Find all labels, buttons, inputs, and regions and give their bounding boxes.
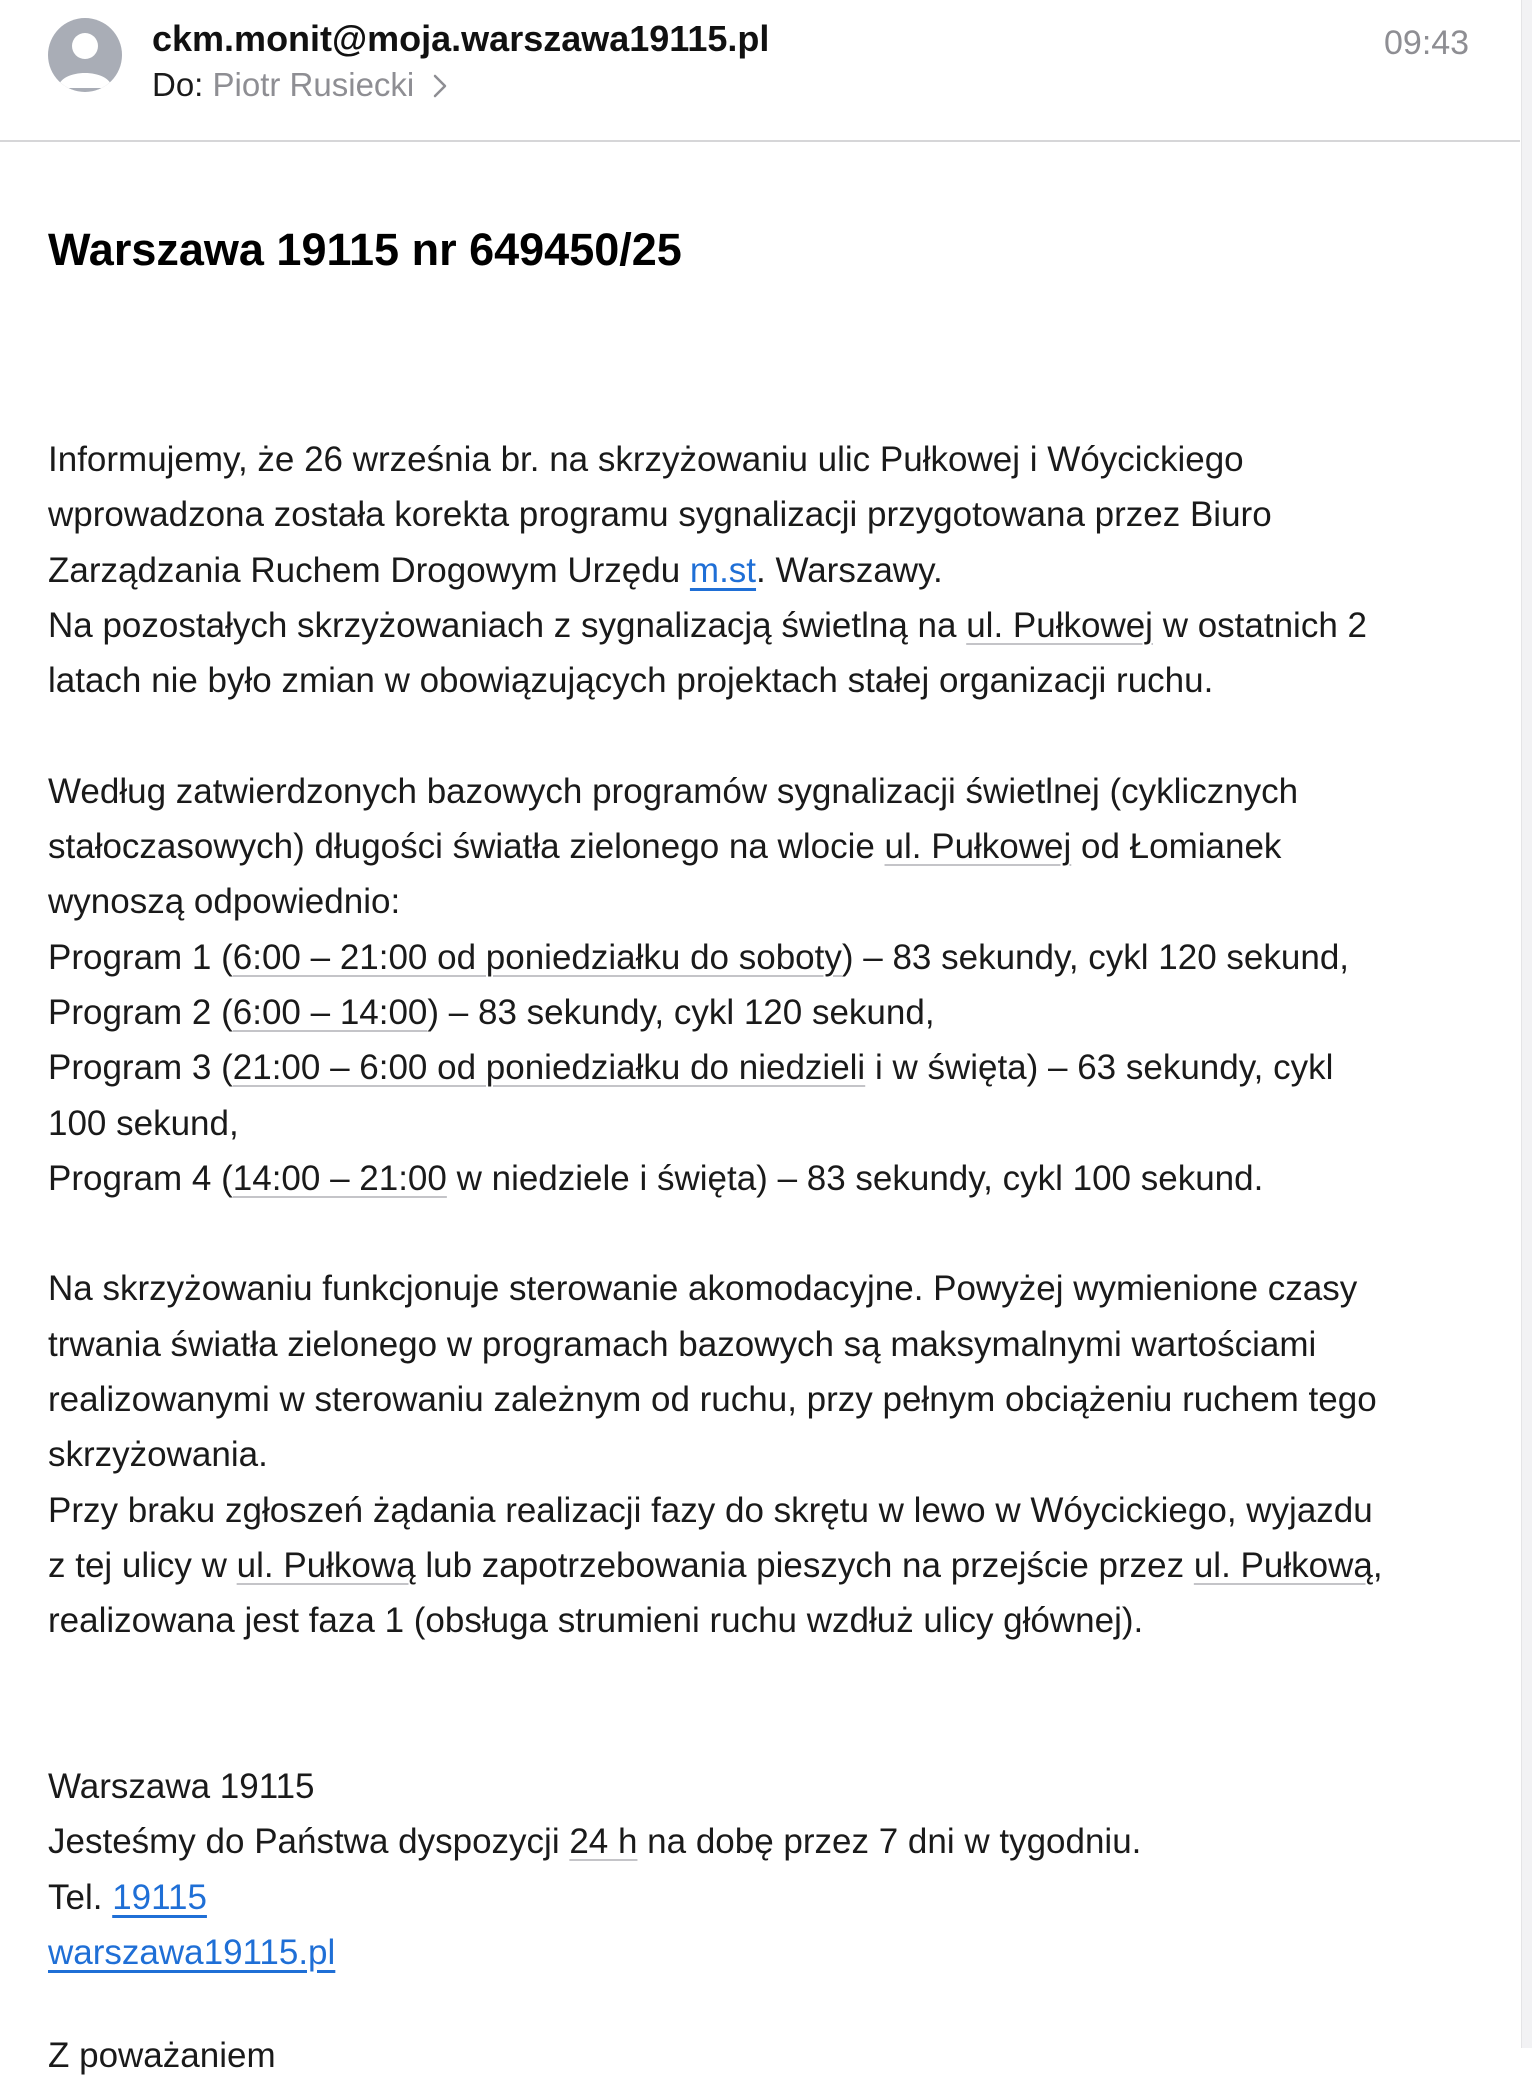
person-icon [48, 18, 122, 92]
body-line: Według zatwierdzonych bazowych programów sygnalizacji świetlnej (cyklicznych [48, 771, 1299, 811]
program-3-line: Program 3 (21:00 – 6:00 od poniedziałku do niedzieli i w święta) – 63 sekundy, cykl [48, 1048, 1334, 1088]
chevron-right-icon [433, 68, 447, 106]
address-link[interactable]: ul. Pułkowej [966, 605, 1153, 645]
signature-availability: Jesteśmy do Państwa dyspozycji 24 h na dobę przez 7 dni w tygodniu. [48, 1822, 1142, 1862]
sender-avatar[interactable] [48, 18, 122, 92]
body-line: realizowana jest faza 1 (obsługa strumieni ruchu wzdłuż ulicy głównej). [48, 1601, 1144, 1641]
program-2-line: Program 2 (6:00 – 14:00) – 83 sekundy, cykl 120 sekund, [48, 992, 935, 1032]
website-link[interactable]: warszawa19115.pl [48, 1933, 336, 1973]
scroll-edge [1521, 0, 1532, 2048]
mail-body [48, 432, 1488, 1980]
phone-link[interactable]: 19115 [112, 1877, 207, 1917]
sender-email[interactable]: ckm.monit@moja.warszawa19115.pl [152, 18, 770, 59]
mail-header [0, 0, 1520, 142]
body-line: latach nie było zmian w obowiązujących projektach stałej organizacji ruchu. [48, 661, 1214, 701]
signature-org: Warszawa 19115 [48, 1767, 315, 1807]
program-4-line: Program 4 (14:00 – 21:00 w niedziele i święta) – 83 sekundy, cykl 100 sekund. [48, 1158, 1264, 1198]
date-link[interactable]: 6:00 – 21:00 od poniedziałku do soboty [232, 937, 842, 977]
signature-phone: Tel. 19115 [48, 1877, 207, 1917]
date-link[interactable]: 21:00 – 6:00 od poniedziałku do niedzieli [232, 1048, 866, 1088]
body-line: skrzyżowania. [48, 1435, 268, 1475]
address-link[interactable]: ul. Pułkową [1193, 1545, 1373, 1585]
date-link[interactable]: 14:00 – 21:00 [232, 1158, 447, 1198]
cut-off-line: Z poważaniem [48, 2036, 276, 2075]
received-time: 09:43 [1384, 24, 1470, 62]
recipient-line[interactable] [152, 66, 447, 106]
body-line: Na pozostałych skrzyżowaniach z sygnalizacją świetlną na ul. Pułkowej w ostatnich 2 [48, 605, 1367, 645]
address-link[interactable]: ul. Pułkową [236, 1545, 416, 1585]
to-label: Do: [152, 66, 204, 103]
body-line: trwania światła zielonego w programach bazowych są maksymalnymi wartościami [48, 1324, 1317, 1364]
signature-website [48, 1925, 1488, 1980]
mail-subject: Warszawa 19115 nr 649450/25 [48, 224, 682, 275]
body-line: Na skrzyżowaniu funkcjonuje sterowanie akomodacyjne. Powyżej wymienione czasy [48, 1269, 1358, 1309]
body-line: Informujemy, że 26 września br. na skrzyżowaniu ulic Pułkowej i Wóycickiego [48, 440, 1244, 479]
address-link[interactable]: ul. Pułkowej [884, 827, 1072, 867]
body-line: z tej ulicy w ul. Pułkową lub zapotrzebowania pieszych na przejście przez ul. Pułkową, [48, 1545, 1383, 1585]
body-line: wynoszą odpowiednio: [48, 882, 401, 922]
recipient-name[interactable]: Piotr Rusiecki [212, 66, 415, 103]
body-line: Przy braku zgłoszeń żądania realizacji fazy do skrętu w lewo w Wóycickiego, wyjazdu [48, 1490, 1373, 1530]
body-line: stałoczasowych) długości światła zielonego na wlocie ul. Pułkowej od Łomianek [48, 827, 1282, 867]
link-mst[interactable]: m.st [689, 550, 757, 590]
date-link[interactable]: 6:00 – 14:00 [232, 992, 428, 1032]
body-line: wprowadzona została korekta programu sygnalizacji przygotowana przez Biuro [48, 495, 1272, 535]
body-line: Zarządzania Ruchem Drogowym Urzędu m.st. Warszawy. [48, 550, 943, 590]
program-3-line-cont: 100 sekund, [48, 1103, 239, 1143]
body-line: realizowanymi w sterowaniu zależnym od ruchu, przy pełnym obciążeniu ruchem tego [48, 1380, 1377, 1420]
program-1-line: Program 1 (6:00 – 21:00 od poniedziałku do soboty) – 83 sekundy, cykl 120 sekund, [48, 937, 1350, 977]
duration-link[interactable]: 24 h [569, 1822, 638, 1862]
